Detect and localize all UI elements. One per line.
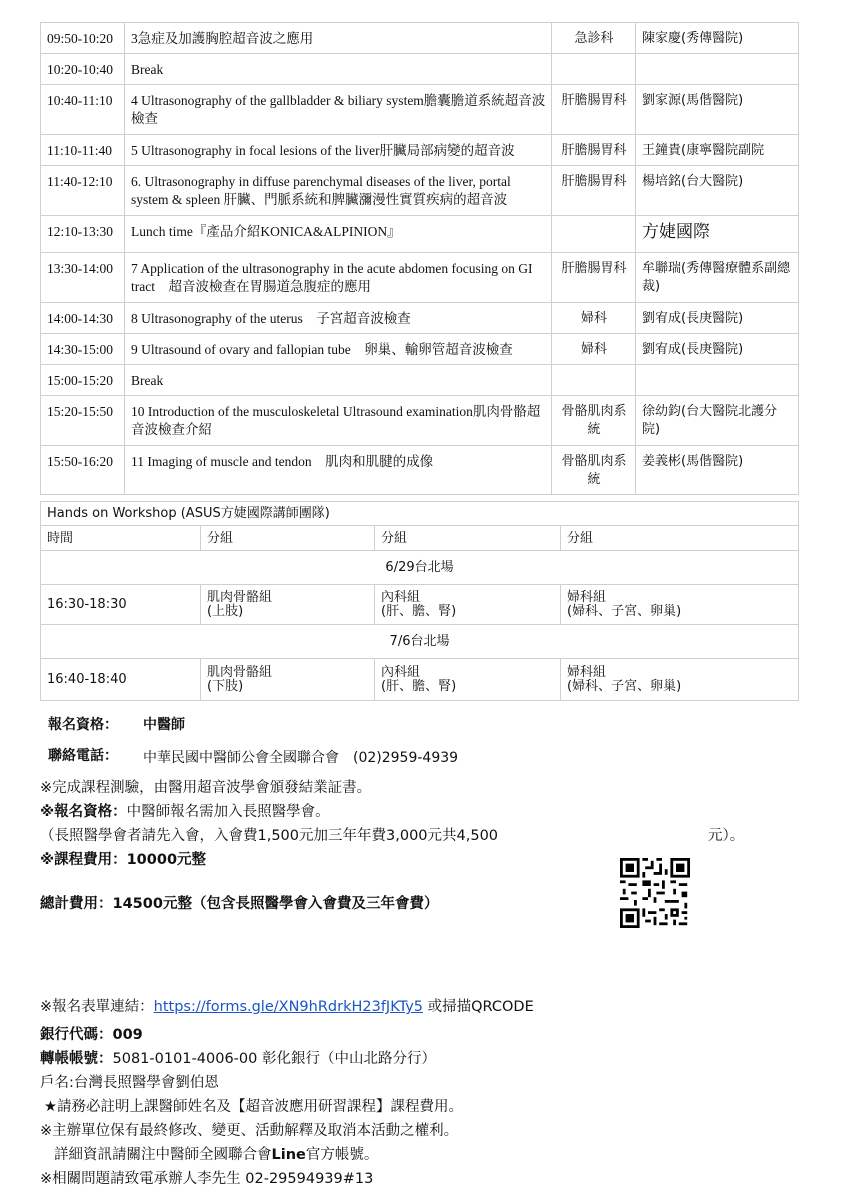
schedule-topic: Lunch time『產品介紹KONICA&ALPINION』 [125, 216, 552, 253]
phone-label: 聯絡電話： [48, 748, 118, 764]
schedule-dept: 婦科 [552, 303, 636, 334]
schedule-topic: 9 Ultrasound of ovary and fallopian tube 卵巢、輸卵管超音波檢查 [125, 334, 552, 365]
schedule-topic: Break [125, 54, 552, 85]
schedule-time: 12:10-13:30 [41, 216, 125, 253]
workshop-title: Hands on Workshop (ASUS方婕國際講師團隊) [41, 502, 799, 526]
schedule-row [41, 253, 799, 303]
schedule-dept: 骨骼肌肉系統 [552, 446, 636, 495]
workshop-header: 分組 [201, 526, 375, 551]
schedule-row [41, 166, 799, 216]
group-name: 肌肉骨骼組 [207, 590, 273, 605]
workshop-header: 時間 [41, 526, 201, 551]
schedule-row [41, 85, 799, 135]
form-link-line [40, 998, 534, 1016]
schedule-row [41, 135, 799, 166]
schedule-speaker: 姜義彬(馬偕醫院) [636, 446, 799, 495]
group-detail: (下肢) [207, 679, 244, 694]
schedule-speaker: 劉宥成(長庚醫院) [636, 334, 799, 365]
group-detail: (上肢) [207, 604, 244, 619]
schedule-topic: 10 Introduction of the musculoskeletal Ultrasound examination肌肉骨骼超音波檢查介紹 [125, 396, 552, 446]
schedule-dept: 肝膽腸胃科 [552, 135, 636, 166]
schedule-dept: 急診科 [552, 23, 636, 54]
schedule-topic: 8 Ultrasonography of the uterus 子宮超音波檢查 [125, 303, 552, 334]
note-membership-label: ※報名資格： [40, 804, 127, 820]
total-fee: 總計費用：14500元整（包含長照醫學會入會費及三年會費） [40, 896, 439, 912]
line-notice-suffix: 官方帳號。 [305, 1147, 379, 1163]
schedule-time: 09:50-10:20 [41, 23, 125, 54]
schedule-topic [125, 166, 552, 216]
workshop-venue: 7/6台北場 [41, 625, 799, 659]
workshop-group [201, 659, 375, 701]
workshop-venue-row [41, 551, 799, 585]
note-membership [40, 803, 330, 821]
workshop-venue-row [41, 625, 799, 659]
schedule-row [41, 216, 799, 253]
note-membership-value: 中醫師報名需加入長照醫學會。 [126, 804, 330, 820]
schedule-topic-text: 5 Ultrasonography in focal lesions of the liver肝臟局部病變的超音波 [131, 143, 515, 158]
schedule-dept: 肝膽腸胃科 [552, 85, 636, 135]
workshop-table [40, 501, 799, 701]
workshop-group [561, 659, 799, 701]
schedule-speaker: 徐幼鈞(台大醫院北護分院) [636, 396, 799, 446]
note-certificate: ※完成課程測驗，由醫用超音波學會頒發結業証書。 [40, 780, 372, 796]
workshop-header: 分組 [375, 526, 561, 551]
workshop-venue: 6/29台北場 [41, 551, 799, 585]
schedule-speaker: 方婕國際 [636, 216, 799, 253]
group-detail: (婦科、子宮、卵巢) [567, 604, 682, 619]
schedule-dept: 骨骼肌肉系統 [552, 396, 636, 446]
workshop-session-row [41, 585, 799, 625]
eligibility-value: 中醫師 [143, 717, 185, 733]
schedule-row [41, 396, 799, 446]
workshop-group [375, 659, 561, 701]
notice-star: ★請務必註明上課醫師姓名及【超音波應用研習課程】課程費用。 [44, 1099, 463, 1115]
schedule-topic: Break [125, 365, 552, 396]
schedule-time: 11:10-11:40 [41, 135, 125, 166]
schedule-row [41, 303, 799, 334]
schedule-speaker: 楊培銘(台大醫院) [636, 166, 799, 216]
registration-form-link[interactable]: https://forms.gle/XN9hRdrkH23fJKTy5 [153, 999, 423, 1015]
schedule-dept [552, 216, 636, 253]
schedule-speaker: 劉宥成(長庚醫院) [636, 303, 799, 334]
workshop-header-row [41, 526, 799, 551]
schedule-dept: 肝膽腸胃科 [552, 166, 636, 216]
workshop-time: 16:30-18:30 [41, 585, 201, 625]
schedule-speaker [636, 365, 799, 396]
schedule-speaker: 牟聯瑞(秀傳醫療體系副總裁) [636, 253, 799, 303]
account-value: 5081-0101-4006-00 彰化銀行（中山北路分行） [112, 1051, 436, 1067]
course-fee: ※課程費用：10000元整 [40, 852, 207, 868]
account-name: 戶名:台灣長照醫學會劉伯恩 [40, 1075, 219, 1091]
schedule-time: 15:20-15:50 [41, 396, 125, 446]
line-notice-prefix: 詳細資訊請關注中醫師全國聯合會 [54, 1147, 272, 1163]
bank-code: 銀行代碼：009 [40, 1027, 143, 1043]
notice-rights: ※主辦單位保有最終修改、變更、活動解釋及取消本活動之權利。 [40, 1123, 459, 1139]
workshop-group [201, 585, 375, 625]
membership-detail-end: 元）。 [708, 828, 745, 844]
schedule-dept [552, 365, 636, 396]
schedule-speaker: 陳家慶(秀傳醫院) [636, 23, 799, 54]
schedule-table [40, 22, 799, 495]
eligibility-label: 報名資格： [48, 717, 118, 733]
schedule-speaker [636, 135, 799, 166]
phone-value: 中華民國中醫師公會全國聯合會 (02)2959-4939 [143, 750, 459, 766]
schedule-topic: 4 Ultrasonography of the gallbladder & biliary system膽囊膽道系統超音波檢查 [125, 85, 552, 135]
schedule-time: 10:20-10:40 [41, 54, 125, 85]
schedule-time: 10:40-11:10 [41, 85, 125, 135]
schedule-time: 15:00-15:20 [41, 365, 125, 396]
qr-code-image [620, 858, 690, 928]
schedule-topic-text: 6. Ultrasonography in diffuse parenchymal diseases of the liver, portal system & spleen 肝臟、門脈系統和脾臟瀰漫性實質疾病的超音波 [131, 174, 511, 207]
schedule-time: 15:50-16:20 [41, 446, 125, 495]
schedule-time: 14:30-15:00 [41, 334, 125, 365]
schedule-row [41, 446, 799, 495]
workshop-title-row [41, 502, 799, 526]
workshop-time: 16:40-18:40 [41, 659, 201, 701]
group-name: 肌肉骨骼組 [207, 665, 273, 680]
schedule-speaker-text: 王鐘貴(康寧醫院副院 [642, 143, 765, 158]
contact-line: ※相關問題請致電承辦人李先生 02-29594939#13 [40, 1171, 374, 1187]
schedule-row [41, 334, 799, 365]
schedule-speaker: 劉家源(馬偕醫院) [636, 85, 799, 135]
schedule-topic: 7 Application of the ultrasonography in the acute abdomen focusing on GI tract 超音波檢查在胃腸道急腹症的應用 [125, 253, 552, 303]
group-name: 婦科組 [567, 665, 607, 680]
schedule-dept: 婦科 [552, 334, 636, 365]
workshop-group [561, 585, 799, 625]
group-name: 內科組 [381, 665, 421, 680]
workshop-header: 分組 [561, 526, 799, 551]
schedule-topic: 11 Imaging of muscle and tendon 肌肉和肌腱的成像 [125, 446, 552, 495]
account-label: 轉帳帳號： [40, 1051, 113, 1067]
schedule-time: 13:30-14:00 [41, 253, 125, 303]
form-link-suffix: 或掃描QRCODE [423, 999, 534, 1015]
group-detail: (肝、膽、腎) [381, 679, 457, 694]
group-name: 內科組 [381, 590, 421, 605]
schedule-topic [125, 135, 552, 166]
schedule-speaker [636, 54, 799, 85]
line-notice-bold: Line [271, 1147, 306, 1163]
schedule-time: 11:40-12:10 [41, 166, 125, 216]
schedule-row [41, 365, 799, 396]
schedule-dept [552, 54, 636, 85]
schedule-time: 14:00-14:30 [41, 303, 125, 334]
group-detail: (肝、膽、腎) [381, 604, 457, 619]
group-detail: (婦科、子宮、卵巢) [567, 679, 682, 694]
line-notice [54, 1146, 378, 1164]
membership-detail: （長照醫學會者請先入會，入會費1,500元加三年年費3,000元共4,500 [40, 828, 499, 844]
workshop-group [375, 585, 561, 625]
schedule-row [41, 54, 799, 85]
account-line [40, 1050, 436, 1068]
schedule-topic: 3急症及加護胸腔超音波之應用 [125, 23, 552, 54]
group-name: 婦科組 [567, 590, 607, 605]
workshop-session-row [41, 659, 799, 701]
schedule-dept: 肝膽腸胃科 [552, 253, 636, 303]
schedule-row [41, 23, 799, 54]
form-link-prefix: ※報名表單連結： [40, 999, 154, 1015]
